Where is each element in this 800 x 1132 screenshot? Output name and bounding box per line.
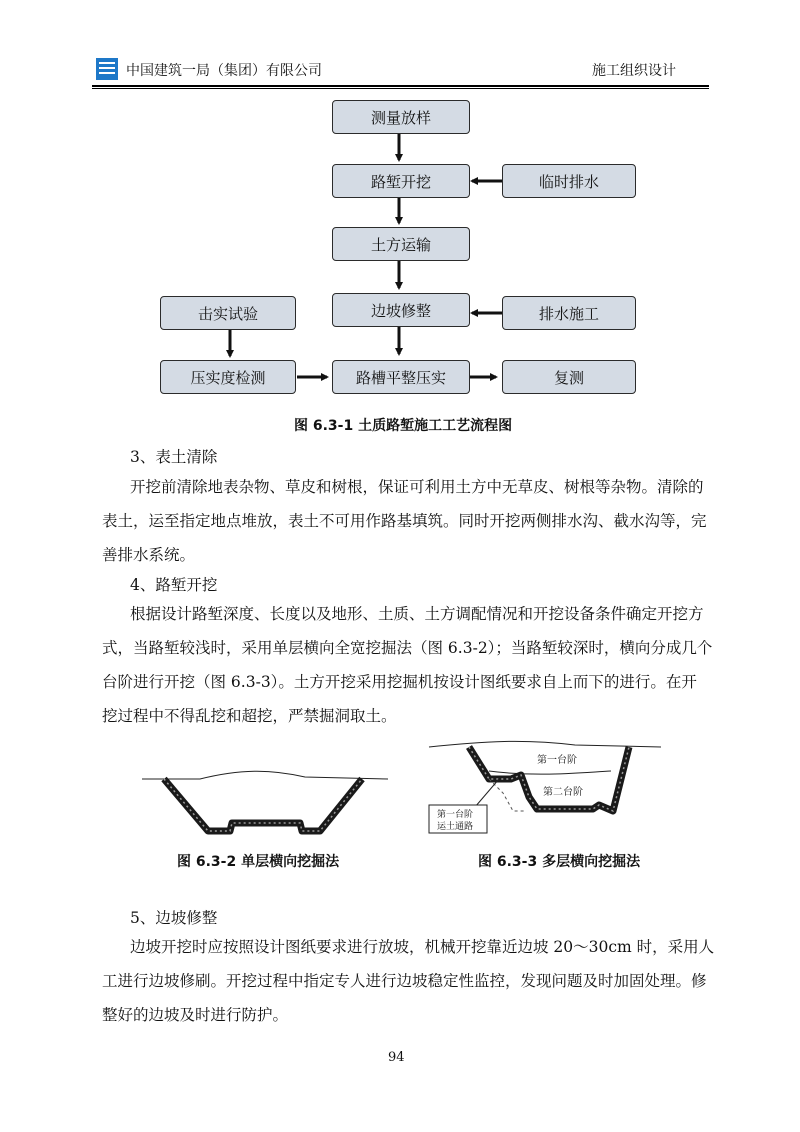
company-name: 中国建筑一局（集团）有限公司 bbox=[126, 63, 322, 79]
flow-node-temp-drainage: 临时排水 bbox=[502, 164, 636, 198]
section-4-heading: 4、路堑开挖 bbox=[130, 576, 218, 594]
flow-node-survey: 测量放样 bbox=[332, 100, 470, 134]
label-step-one: 第一台阶 bbox=[537, 755, 577, 766]
paragraph-line: 根据设计路堑深度、长度以及地形、土质、土方调配情况和开挖设备条件确定开挖方 bbox=[130, 605, 704, 623]
document-title: 施工组织设计 bbox=[592, 63, 676, 79]
paragraph-line: 开挖前清除地表杂物、草皮和树根，保证可利用土方中无草皮、树根等杂物。清除的 bbox=[130, 478, 704, 496]
flow-node-trough-leveling: 路槽平整压实 bbox=[332, 360, 470, 394]
flow-node-cut-excavation: 路堑开挖 bbox=[332, 164, 470, 198]
paragraph-line: 式，当路堑较浅时，采用单层横向全宽挖掘法（图 6.3-2）；当路堑较深时，横向分成几个 bbox=[102, 639, 713, 657]
section-4-paragraph bbox=[102, 597, 713, 733]
ground-surface-line bbox=[142, 771, 388, 779]
flow-node-compaction-test: 击实试验 bbox=[160, 296, 296, 330]
page-number: 94 bbox=[388, 1050, 405, 1065]
flow-node-slope-trimming: 边坡修整 bbox=[332, 293, 470, 327]
callout-leader-line bbox=[475, 779, 499, 807]
paragraph-line: 挖过程中不得乱挖和超挖，严禁掘洞取土。 bbox=[102, 707, 397, 725]
section-3-heading: 3、表土清除 bbox=[130, 448, 218, 466]
paragraph-line: 工进行边坡修刷。开挖过程中指定专人进行边坡稳定性监控，发现问题及时加固处理。修 bbox=[102, 972, 707, 990]
paragraph-line: 边坡开挖时应按照设计图纸要求进行放坡，机械开挖靠近边坡 20～30cm 时，采用人 bbox=[130, 938, 715, 956]
flowchart-caption: 图 6.3-1 土质路堑施工工艺流程图 bbox=[294, 418, 513, 434]
ground-surface-line bbox=[429, 741, 661, 747]
figure-6-3-2-caption: 图 6.3-2 单层横向挖掘法 bbox=[177, 854, 340, 870]
excavation-profile bbox=[164, 779, 362, 831]
paragraph-line: 台阶进行开挖（图 6.3-3）。土方开挖采用挖掘机按设计图纸要求自上而下的进行。在开 bbox=[102, 673, 697, 691]
flow-node-earth-transport: 土方运输 bbox=[332, 227, 470, 261]
multi-layer-excavation-diagram bbox=[425, 735, 665, 845]
paragraph-line: 表土，运至指定地点堆放，表土不可用作路基填筑。同时开挖两侧排水沟、截水沟等，完 bbox=[102, 512, 707, 530]
section-5-heading: 5、边坡修整 bbox=[130, 909, 218, 927]
single-layer-excavation-diagram bbox=[140, 765, 390, 845]
flow-node-drainage-works: 排水施工 bbox=[502, 296, 636, 330]
paragraph-line: 善排水系统。 bbox=[102, 546, 196, 564]
step-one-line bbox=[489, 771, 611, 774]
section-3-paragraph bbox=[102, 470, 710, 572]
figure-6-3-3-caption: 图 6.3-3 多层横向挖掘法 bbox=[478, 854, 641, 870]
label-step-two: 第二台阶 bbox=[543, 787, 583, 798]
section-5-paragraph bbox=[102, 930, 715, 1032]
flow-node-density-check: 压实度检测 bbox=[160, 360, 296, 394]
callout-text-line1: 第一台阶 bbox=[437, 810, 474, 820]
paragraph-line: 整好的边坡及时进行防护。 bbox=[102, 1006, 289, 1024]
flow-node-retest: 复测 bbox=[502, 360, 636, 394]
callout-text-line2: 运土通路 bbox=[437, 822, 474, 832]
